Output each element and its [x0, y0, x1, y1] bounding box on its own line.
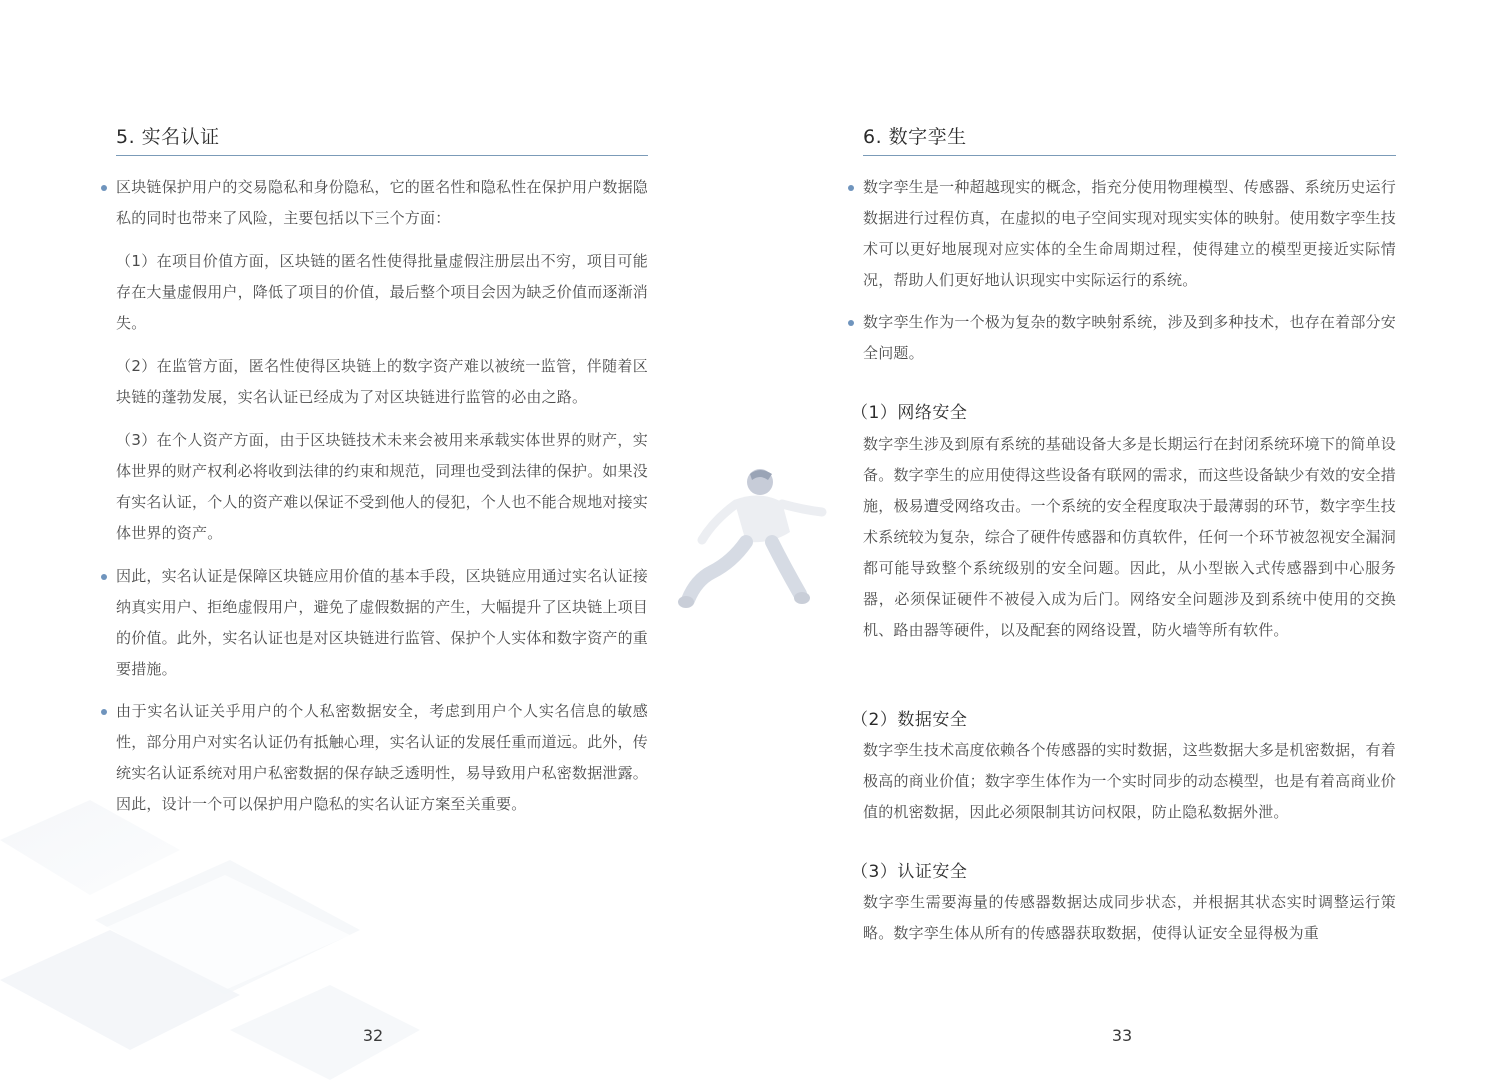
bullet-dot-icon	[101, 709, 107, 715]
paragraph-bullet-2: 数字孪生作为一个极为复杂的数字映射系统，涉及到多种技术，也存在着部分安全问题。	[863, 313, 1396, 362]
paragraph-data-security: 数字孪生技术高度依赖各个传感器的实时数据，这些数据大多是机密数据，有着极高的商业价值；数字孪生体作为一个实时同步的动态模型，也是有着高商业价值的机密数据，因此必须限制其访问权限，防止隐私数据外泄。	[863, 741, 1396, 821]
paragraph-item-2: （2）在监管方面，匿名性使得区块链上的数字资产难以被统一监管，伴随着区块链的蓬勃发展，实名认证已经成为了对区块链进行监管的必由之路。	[116, 357, 648, 406]
paragraph-item-3: （3）在个人资产方面，由于区块链技术未来会被用来承载实体世界的财产，实体世界的财产权利必将收到法律的约束和规范，同理也受到法律的保护。如果没有实名认证，个人的资产难以保证不受到他人的侵犯，个人也不能合规地对接实体世界的资产。	[116, 431, 649, 542]
paragraph-bullet-2: 因此，实名认证是保障区块链应用价值的基本手段，区块链应用通过实名认证接纳真实用户、拒绝虚假用户，避免了虚假数据的产生，大幅提升了区块链上项目的价值。此外，实名认证也是对区块链进行监管、保护个人实体和数字资产的重要措施。	[116, 567, 649, 678]
paragraph-auth-security: 数字孪生需要海量的传感器数据达成同步状态，并根据其状态实时调整运行策略。数字孪生体从所有的传感器获取数据，使得认证安全显得极为重	[863, 893, 1396, 942]
paragraph-network-security: 数字孪生涉及到原有系统的基础设备大多是长期运行在封闭系统环境下的简单设备。数字孪生的应用使得这些设备有联网的需求，而这些设备缺少有效的安全措施，极易遭受网络攻击。一个系统的安全程度取决于最薄弱的环节，数字孪生技术系统较为复杂，综合了硬件传感器和仿真软件，任何一个环节被忽视安全漏洞都可能导致整个系统级别的安全问题。因此，从小型嵌入式传感器到中心服务器，必须保证硬件不被侵入成为后门。网络安全问题涉及到系统中使用的交换机、路由器等硬件，以及配套的网络设置，防火墙等所有软件。	[863, 435, 1396, 639]
paragraph-item-1: （1）在项目价值方面，区块链的匿名性使得批量虚假注册层出不穷，项目可能存在大量虚假用户，降低了项目的价值，最后整个项目会因为缺乏价值而逐渐消失。	[116, 252, 649, 332]
subheading-data-security: （2）数据安全	[851, 710, 968, 730]
title-divider	[863, 155, 1396, 156]
right-page	[747, 0, 1495, 1080]
subheading-network-security: （1）网络安全	[851, 403, 968, 423]
section-title-real-name-auth: 5. 实名认证	[116, 126, 220, 148]
bullet-dot-icon	[101, 185, 107, 191]
page-number: 32	[362, 1026, 384, 1045]
bullet-dot-icon	[848, 320, 854, 326]
bullet-dot-icon	[101, 574, 107, 580]
paragraph-bullet-1: 数字孪生是一种超越现实的概念，指充分使用物理模型、传感器、系统历史运行数据进行过程仿真，在虚拟的电子空间实现对现实实体的映射。使用数字孪生技术可以更好地展现对应实体的全生命周期过程，使得建立的模型更接近实际情况，帮助人们更好地认识现实中实际运行的系统。	[863, 178, 1396, 289]
section-title-digital-twin: 6. 数字孪生	[863, 126, 967, 148]
title-divider	[116, 155, 648, 156]
page-number: 33	[1111, 1026, 1133, 1045]
subheading-auth-security: （3）认证安全	[851, 862, 968, 882]
left-page	[0, 0, 747, 1080]
paragraph-bullet-1: 区块链保护用户的交易隐私和身份隐私，它的匿名性和隐私性在保护用户数据隐私的同时也带来了风险，主要包括以下三个方面：	[116, 178, 649, 227]
bullet-dot-icon	[848, 185, 854, 191]
paragraph-bullet-3: 由于实名认证关乎用户的个人私密数据安全，考虑到用户个人实名信息的敏感性，部分用户对实名认证仍有抵触心理，实名认证的发展任重而道远。此外，传统实名认证系统对用户私密数据的保存缺乏透明性，易导致用户私密数据泄露。因此，设计一个可以保护用户隐私的实名认证方案至关重要。	[116, 702, 649, 813]
